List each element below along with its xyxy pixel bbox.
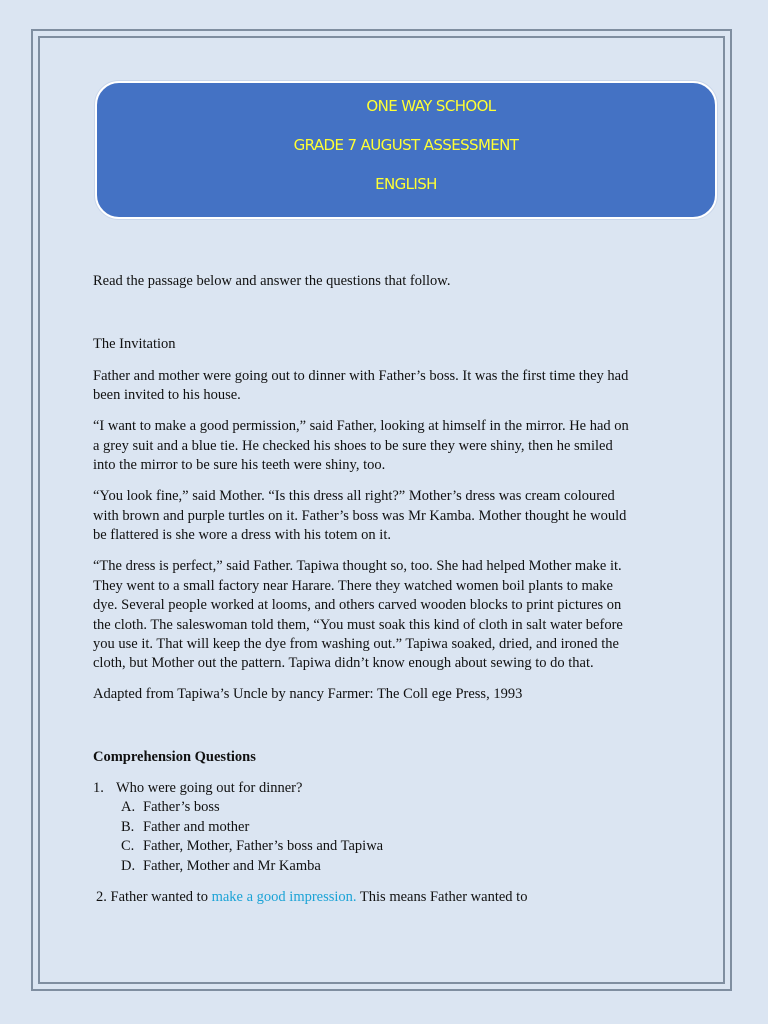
question-2-suffix: This means Father wanted to [356,889,528,905]
question-1 [93,779,302,799]
option-letter: C. [121,838,135,854]
passage-paragraph-4-line-4: the cloth. The saleswoman told them, “You must soak this kind of cloth in salt water before [93,617,623,633]
school-name: ONE WAY SCHOOL [366,97,496,115]
passage-paragraph-3-line-2: with brown and purple turtles on it. Father’s boss was Mr Kamba. Mother thought he would [93,508,627,524]
passage-paragraph-4-line-3: dye. Several people worked at looms, and others carved wooden blocks to print pictures on [93,597,622,613]
question-2 [96,888,527,908]
question-1-text: Who were going out for dinner? [116,780,303,796]
instructions: Read the passage below and answer the questions that follow. [93,273,451,289]
question-1-option-c [121,837,383,857]
passage-paragraph-4-line-5: you use it. That will keep the dye from washing out.” Tapiwa soaked, dried, and ironed the [93,636,619,652]
passage-paragraph-1-line-2: been invited to his house. [93,387,241,403]
assessment-title: GRADE 7 AUGUST ASSESSMENT [293,136,519,154]
passage-paragraph-1-line-1: Father and mother were going out to dinner with Father’s boss. It was the first time they had [93,368,629,384]
question-1-option-d [121,857,321,877]
passage-title: The Invitation [93,336,176,352]
comprehension-heading: Comprehension Questions [93,749,256,765]
subject-title: ENGLISH [375,175,437,193]
passage-source: Adapted from Tapiwa’s Uncle by nancy Farmer: The Coll ege Press, 1993 [93,686,523,702]
header-banner [95,81,717,219]
option-text: Father, Mother, Father’s boss and Tapiwa [143,838,384,854]
option-letter: D. [121,858,136,874]
question-2-prefix: 2. Father wanted to [96,889,212,905]
option-letter: B. [121,819,135,835]
passage-paragraph-3-line-3: be flattered is she wore a dress with his totem on it. [93,527,391,543]
question-1-option-b [121,818,249,838]
passage-paragraph-4-line-1: “The dress is perfect,” said Father. Tapiwa thought so, too. She had helped Mother make it. [93,558,622,574]
passage-paragraph-2-line-2: a grey suit and a blue tie. He checked his shoes to be sure they were shiny, then he smiled [93,438,613,454]
passage-paragraph-3-line-1: “You look fine,” said Mother. “Is this dress all right?” Mother’s dress was cream coloured [93,488,615,504]
passage-paragraph-4-line-2: They went to a small factory near Harare. There they watched women boil plants to make [93,578,613,594]
passage-paragraph-4-line-6: cloth, but Mother out the pattern. Tapiwa didn’t know enough about sewing to do that. [93,655,594,671]
option-text: Father’s boss [143,799,220,815]
passage-paragraph-2-line-3: into the mirror to be sure his teeth were shiny, too. [93,457,386,473]
option-text: Father, Mother and Mr Kamba [143,858,321,874]
question-2-highlight: make a good impression. [211,889,357,905]
question-1-number: 1. [93,780,104,796]
passage-paragraph-2-line-1: “I want to make a good permission,” said Father, looking at himself in the mirror. He had on [93,418,629,434]
option-letter: A. [121,799,136,815]
option-text: Father and mother [143,819,250,835]
question-1-option-a [121,798,220,818]
